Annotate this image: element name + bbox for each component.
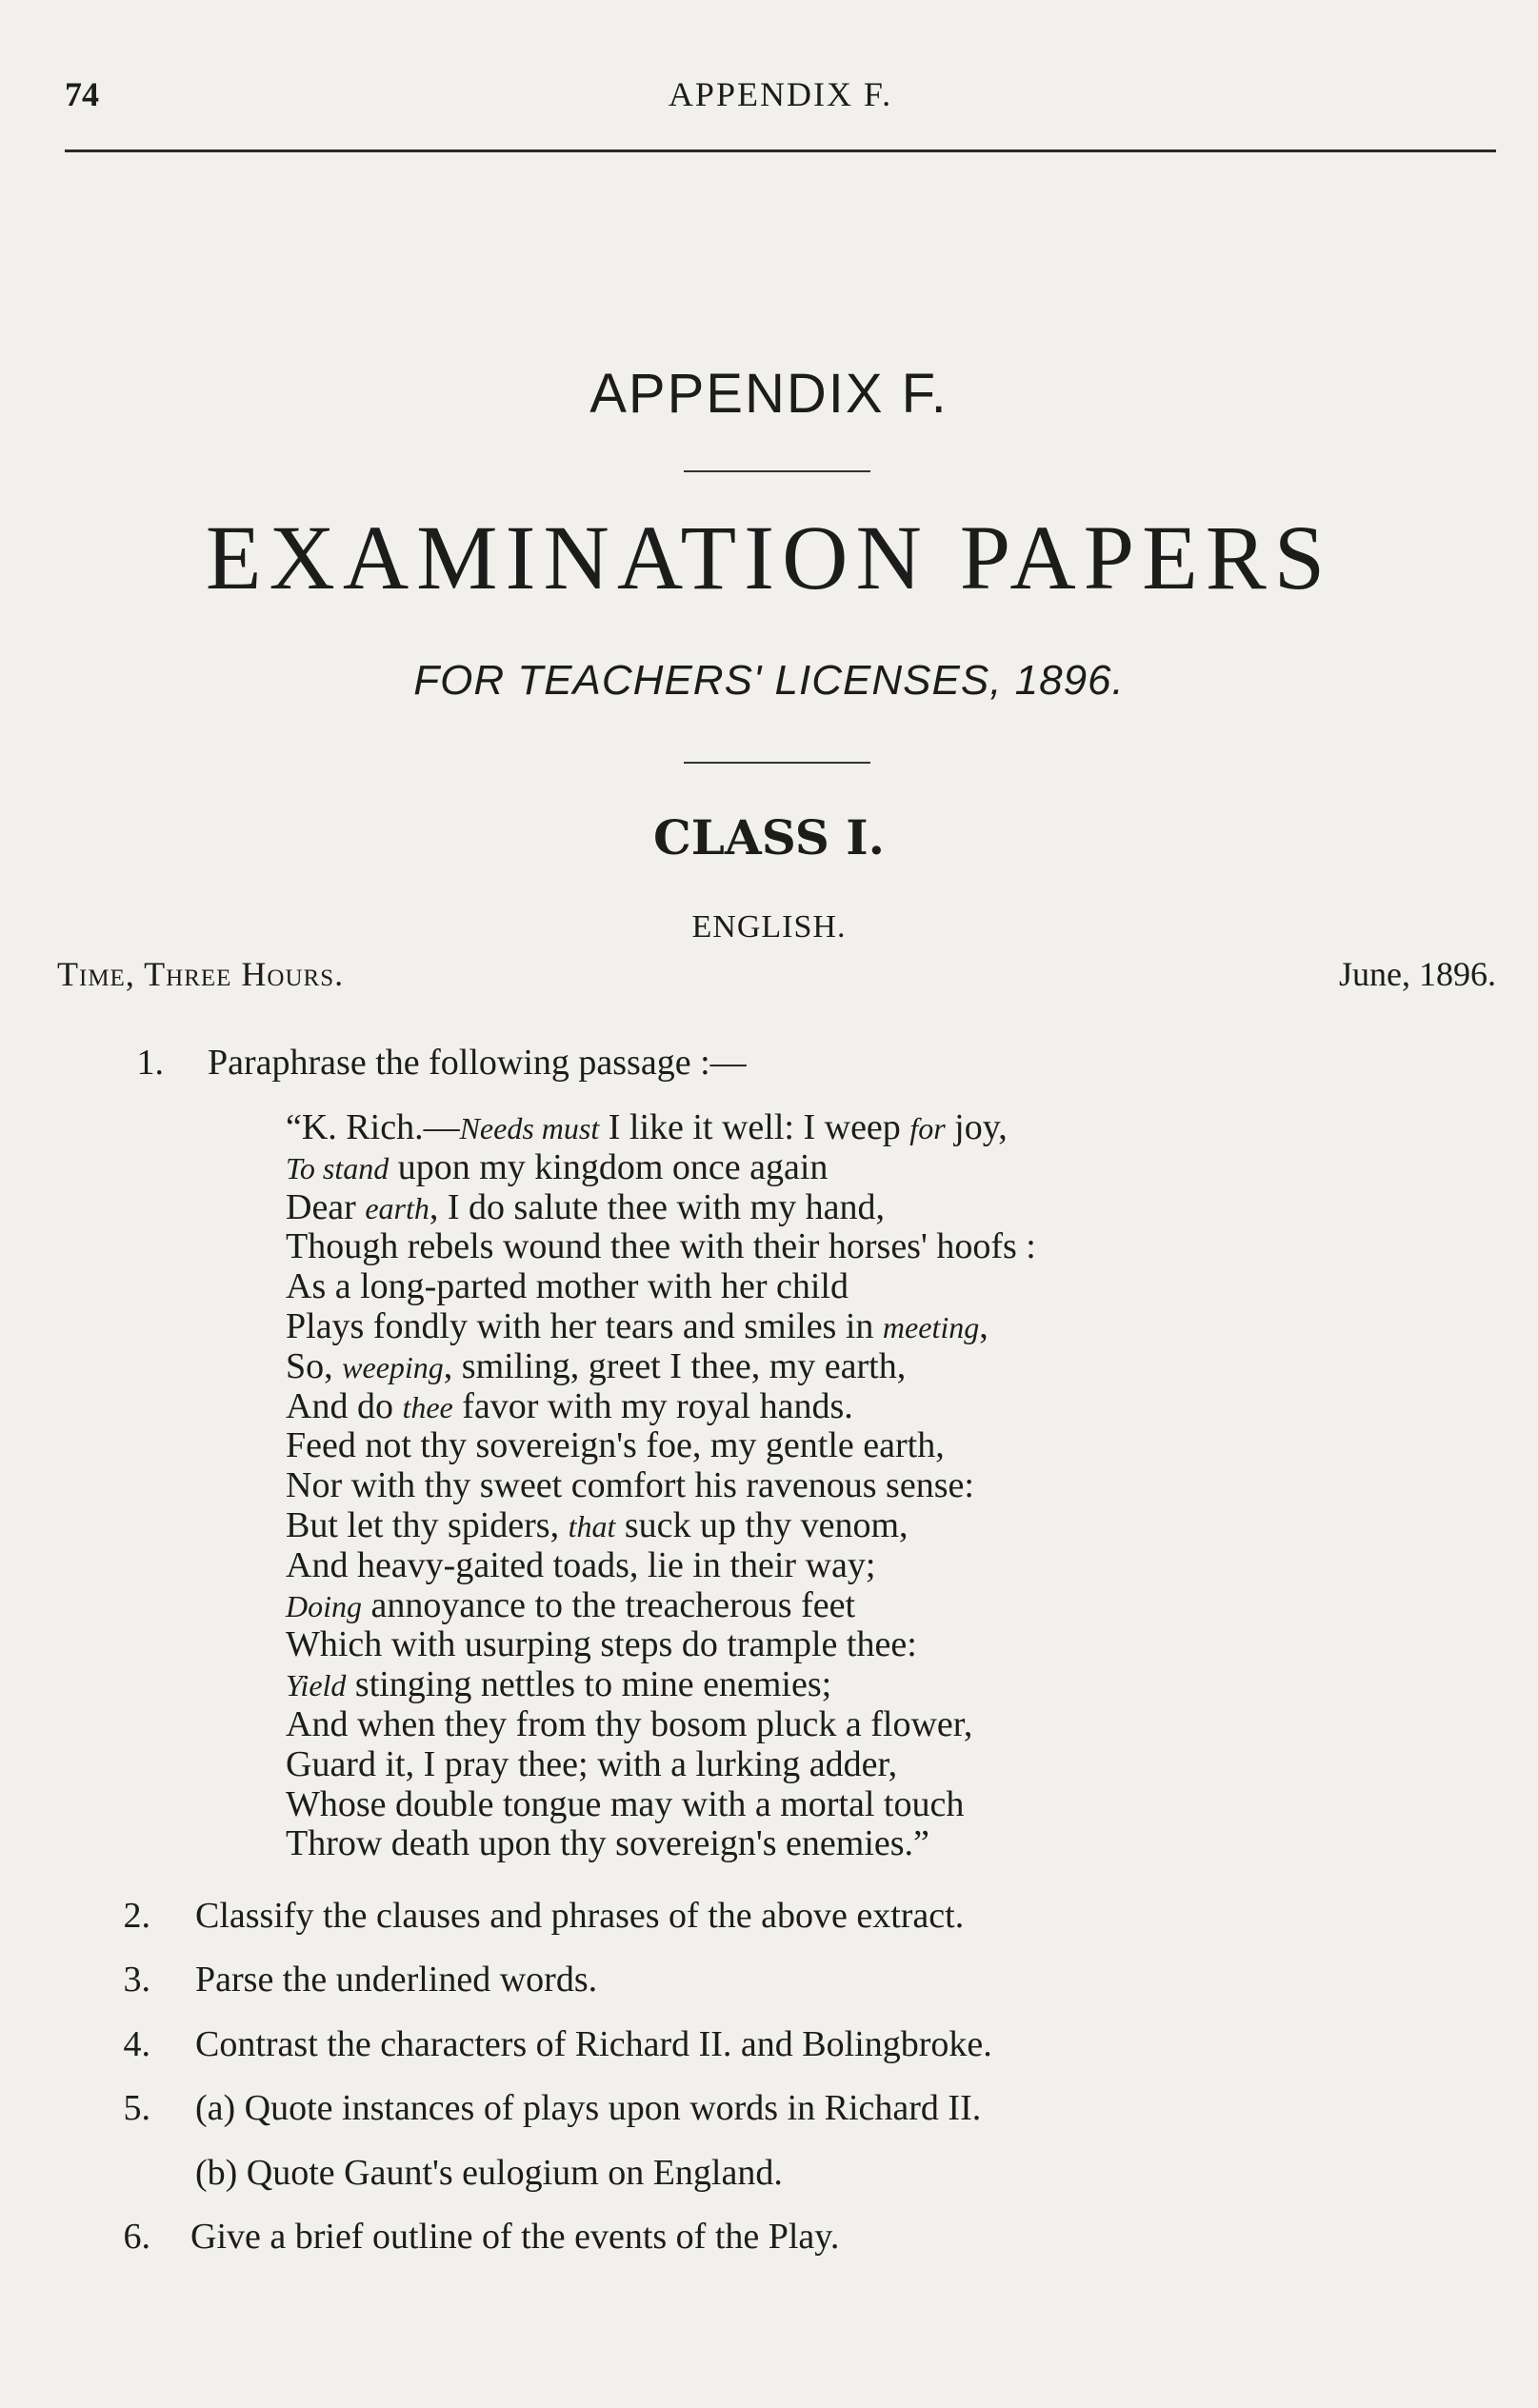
passage-text: Feed not thy sovereign's foe, my gentle earth, [286,1425,945,1466]
question-text: Paraphrase the following passage :— [208,1043,747,1083]
passage-line [286,1824,1036,1864]
passage-line [286,1426,1036,1466]
question-number: 4. [123,2024,150,2064]
passage-text: Dear [286,1186,366,1227]
passage-text: Throw death upon thy sovereign's enemies.” [286,1823,929,1864]
passage-line [286,1267,1036,1307]
passage-text: annoyance to the treacherous feet [362,1584,856,1625]
subtitle: FOR TEACHERS' LICENSES, 1896. [413,657,1125,704]
question-text: (a) Quote instances of plays upon words in Richard II. [195,2088,982,2128]
passage-text: Plays fondly with her tears and smiles in [286,1305,883,1346]
passage-line [286,1387,1036,1427]
passage-text: suck up thy venom, [615,1504,909,1545]
passage-line [286,1745,1036,1785]
passage-line [286,1148,1036,1188]
question-number: 1. [136,1043,164,1083]
passage-text: upon my kingdom once again [389,1146,829,1187]
passage-text: , [979,1305,989,1346]
passage-line [286,1466,1036,1506]
quoted-passage [286,1108,1036,1864]
passage-text: stinging nettles to mine enemies; [346,1664,832,1705]
passage-line [286,1506,1036,1546]
passage-line [286,1108,1036,1148]
main-title: EXAMINATION PAPERS [205,507,1333,608]
class-title: CLASS I. [652,809,886,866]
passage-line [286,1665,1036,1705]
question-number: 5. [123,2088,150,2128]
passage-line [286,1347,1036,1387]
passage-text: And do [286,1385,403,1426]
header-rule [65,149,1496,152]
question-text: Give a brief outline of the events of the Play. [190,2217,840,2257]
passage-italic-word: earth [365,1190,429,1225]
passage-text: Nor with thy sweet comfort his ravenous sense: [286,1465,974,1506]
passage-text: And when they from thy bosom pluck a flower, [286,1703,973,1744]
page-number: 74 [65,75,99,113]
passage-text: But let thy spiders, [286,1504,569,1545]
running-title: APPENDIX F. [668,75,893,113]
passage-text: And heavy-gaited toads, lie in their way; [286,1544,876,1585]
passage-text: Guard it, I pray thee; with a lurking adder, [286,1743,898,1784]
question-number: 6. [123,2217,150,2257]
passage-italic-word: for [909,1111,946,1145]
passage-text: “K. Rich.— [286,1107,460,1147]
passage-italic-word: To stand [286,1150,389,1185]
subject-heading: ENGLISH. [691,909,847,945]
question-text: (b) Quote Gaunt's eulogium on England. [195,2153,783,2193]
passage-italic-word: meeting [882,1309,980,1344]
exam-info-row [57,954,1496,1002]
passage-italic-word: Needs must [459,1111,600,1145]
passage-line [286,1625,1036,1665]
passage-text: I like it well: I weep [599,1107,910,1147]
question-text: Parse the underlined words. [195,1960,598,2000]
passage-line [286,1586,1036,1626]
passage-line [286,1785,1036,1825]
passage-text: favor with my royal hands. [452,1385,853,1426]
passage-text: So, [286,1345,343,1386]
running-header [65,74,1496,122]
passage-line [286,1227,1036,1267]
question-number: 3. [123,1960,150,2000]
passage-italic-word: Yield [286,1668,347,1703]
question-text: Classify the clauses and phrases of the above extract. [195,1896,965,1936]
passage-text: , smiling, greet I thee, my earth, [443,1345,907,1386]
title-divider-top [684,470,870,472]
title-divider-bottom [684,762,870,764]
passage-line [286,1307,1036,1347]
exam-date: June, 1896. [1339,955,1496,993]
passage-text: Though rebels wound thee with their horses' hoofs : [286,1226,1036,1267]
passage-line [286,1188,1036,1228]
passage-text: , I do salute thee with my hand, [429,1186,885,1227]
passage-italic-word: Doing [286,1588,362,1623]
passage-text: Whose double tongue may with a mortal touch [286,1783,965,1824]
passage-italic-word: thee [402,1389,453,1424]
appendix-title: APPENDIX F. [589,363,949,425]
time-allowed: Time, Three Hours. [57,955,345,993]
passage-italic-word: weeping [342,1349,444,1384]
passage-text: joy, [945,1107,1008,1147]
passage-text: Which with usurping steps do trample thee: [286,1624,917,1665]
passage-text: As a long-parted mother with her child [286,1266,849,1307]
passage-italic-word: that [568,1508,616,1543]
question-number: 2. [123,1896,150,1936]
passage-line [286,1546,1036,1586]
question-text: Contrast the characters of Richard II. and Bolingbroke. [195,2024,992,2064]
passage-line [286,1705,1036,1745]
